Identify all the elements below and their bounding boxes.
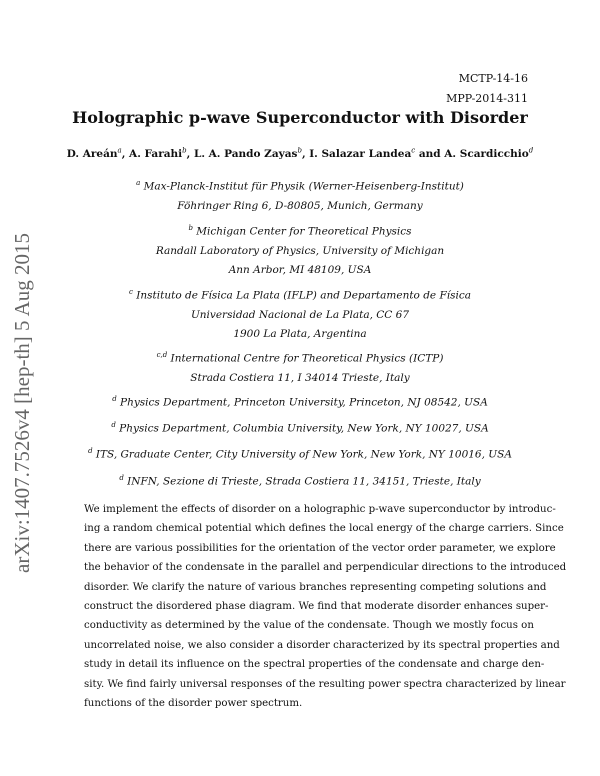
author: [444, 148, 533, 160]
abstract-line: disorder. We clarify the nature of various branches representing competing solutions and: [84, 581, 547, 593]
affiliation-mark: d: [112, 395, 117, 403]
author: [67, 148, 126, 160]
affiliation-line: Strada Costiera 11, I 34014 Trieste, Italy: [190, 371, 410, 384]
affiliation-line: Physics Department, Columbia University, New York, NY 10027, USA: [119, 422, 489, 435]
author-mark: b: [297, 146, 302, 154]
author-separator: and: [415, 147, 441, 160]
affiliation-line: Föhringer Ring 6, D-80805, Munich, Germany: [177, 199, 423, 212]
paper-title: Holographic p-wave Superconductor with Disorder: [72, 108, 528, 127]
affiliation: [0, 283, 600, 344]
abstract-line: uncorrelated noise, we also consider a disorder characterized by its spectral properties and: [84, 639, 560, 651]
affiliation-line: Physics Department, Princeton University, Princeton, NJ 08542, USA: [120, 396, 488, 409]
abstract-line: the behavior of the condensate in the parallel and perpendicular directions to the introduced: [84, 562, 567, 574]
affiliation-line: Ann Arbor, MI 48109, USA: [228, 263, 372, 276]
preprint-number: MCTP-14-16: [458, 72, 528, 85]
affiliation-mark: c,d: [156, 351, 168, 359]
abstract-line: construct the disordered phase diagram. We find that moderate disorder enhances super-: [84, 601, 549, 613]
affiliation-line: Universidad Nacional de La Plata, CC 67: [190, 308, 410, 321]
author: [309, 148, 440, 160]
abstract-line: there are various possibilities for the orientation of the vector order parameter, we explore: [84, 542, 556, 554]
affiliation-line: 1900 La Plata, Argentina: [233, 327, 367, 340]
arxiv-identifier: arXiv:1407.7526v4 [hep-th] 5 Aug 2015: [10, 232, 34, 573]
abstract-line: conductivity as determined by the value of the condensate. Though we mostly focus on: [84, 620, 534, 632]
author-separator: ,: [301, 147, 306, 160]
affiliation-line: Max-Planck-Institut für Physik (Werner-Heisenberg-Institut): [143, 180, 464, 193]
author: [194, 148, 306, 160]
author-separator: ,: [186, 147, 191, 160]
affiliation-mark: d: [119, 474, 124, 482]
author-mark: d: [528, 146, 534, 154]
affiliation-line: International Centre for Theoretical Physics (ICTP): [170, 352, 444, 365]
affiliation: [0, 346, 600, 388]
affiliation-mark: d: [111, 421, 116, 429]
affiliation: [0, 390, 600, 413]
author-list: [0, 146, 600, 160]
affiliation-mark: b: [188, 224, 193, 232]
preprint-number: MPP-2014-311: [446, 92, 528, 105]
affiliation-mark: d: [88, 447, 93, 455]
author-name: A. Scardicchio: [444, 147, 529, 160]
affiliation-line: Instituto de Física La Plata (IFLP) and Departamento de Física: [136, 289, 472, 302]
abstract-line: ing a random chemical potential which defines the local energy of the charge carriers. Since: [84, 523, 564, 535]
author-separator: ,: [121, 147, 126, 160]
affiliation-line: ITS, Graduate Center, City University of New York, New York, NY 10016, USA: [95, 448, 512, 461]
author-mark: b: [182, 146, 187, 154]
abstract-line: functions of the disorder power spectrum.: [84, 698, 303, 710]
author-name: A. Farahi: [129, 147, 183, 160]
affiliation: [0, 442, 600, 465]
author-name: L. A. Pando Zayas: [193, 147, 298, 160]
abstract-line: sity. We find fairly universal responses of the resulting power spectra characterized by linear: [84, 678, 566, 690]
affiliation-line: INFN, Sezione di Trieste, Strada Costiera 11, 34151, Trieste, Italy: [127, 475, 481, 488]
affiliation-mark: c: [128, 288, 133, 296]
author-name: D. Areán: [66, 147, 118, 160]
author: [129, 148, 190, 160]
affiliation: [0, 416, 600, 439]
abstract: [84, 500, 567, 713]
affiliation-mark: a: [136, 179, 141, 187]
author-name: I. Salazar Landea: [309, 147, 412, 160]
affiliation-line: Randall Laboratory of Physics, University of Michigan: [155, 244, 445, 257]
author-mark: c: [411, 146, 416, 154]
abstract-line: We implement the effects of disorder on a holographic p-wave superconductor by introduc-: [84, 504, 556, 515]
affiliation: [0, 174, 600, 216]
affiliation: [0, 469, 600, 492]
affiliation-line: Michigan Center for Theoretical Physics: [196, 225, 412, 238]
abstract-line: study in detail its influence on the spectral properties of the condensate and charge den-: [84, 659, 545, 671]
affiliation: [0, 219, 600, 280]
author-mark: a: [117, 146, 122, 154]
